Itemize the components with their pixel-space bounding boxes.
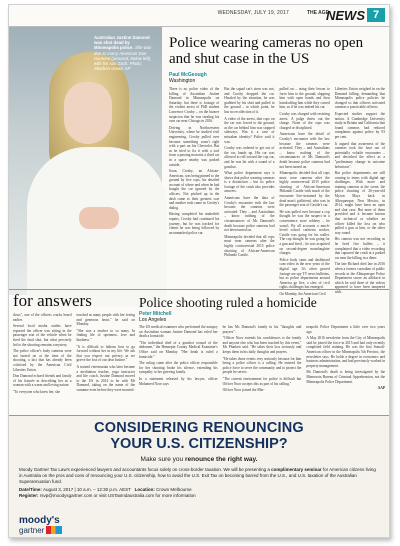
ad-tagline-prefix: Make sure you [140, 456, 184, 463]
paragraph: A video of the arrest, that cops on the car was forced to the ground, as the car behind him was stopped sideways. Was it a case of mistaken identity? Police said it was. [224, 116, 275, 144]
story1-dateline: Washington [169, 78, 196, 84]
photo-justine-damond [9, 27, 162, 295]
ad-tagline [9, 456, 389, 463]
story2-col3 [139, 325, 218, 411]
story2-dateline: Los Angeles [139, 317, 167, 323]
section-rule [9, 289, 389, 290]
masthead-paper: THE AGE [306, 10, 329, 16]
paragraph: Minneapolis decided that all cops must wear cameras after the highly controversial 2015 police shooting of African-American Philando Castile. [224, 234, 275, 258]
ad-title-line1: CONSIDERING RENOUNCING [94, 420, 304, 436]
paragraph: Americans have the detail of Crosby's encounter with the law because the cameras were activated. They – and Australians – know nothing of the circumstances of Ms Damond's death because police cameras had not been turned on. [279, 132, 330, 169]
story2-col4 [223, 325, 302, 411]
paragraph: Soon, Crosby, an African-American, was being pinned to the ground by five cops, his detailed account of where and when he had bought the car ignored by the officers. Not pitched up in the dash came to their greatest scar and another rush came in Crosby's dialog. [169, 169, 220, 210]
story1-col2 [224, 87, 274, 285]
paragraph: A May 2016 newsletter from the City of Minneapolis said he joined the force in 2015 and had only recently completed field training. He was the first Somali-American officer in the Minneapolis 5th Precinct, the newsletter says. He holds a degree in economics and business administration, and had previously worked in property management. [306, 336, 386, 368]
moodys-gartner-logo [19, 516, 62, 536]
ad-body-bold: complimentary seminar [271, 467, 322, 472]
caption-lead: Australian Justine Damond was shot dead by Minneapolis police. [94, 35, 150, 51]
photo-face [64, 82, 112, 144]
paragraph: "She was a teacher to so many. In finding life of openness, love and kindness." [76, 328, 135, 342]
story2-col5 [306, 325, 385, 411]
masthead-date: WEDNESDAY, JULY 19, 2017 [217, 10, 289, 16]
ad-register-value[interactable]: rsvp@moodysgartner.com or visit USTaxIndaustralia.com for more information [39, 493, 196, 498]
paragraph: dows", one of the officers cracks heard earlier. [13, 313, 72, 322]
page-number: 7 [367, 8, 385, 22]
paragraph: Expected studies support the notion. A Cambridge University study in Britain and California that found cameras had reduced complaints against police by 93 per cent. [334, 111, 385, 139]
story2-headline: Police shooting ruled a homicide [139, 295, 317, 310]
logo-wordmark: moody's [19, 515, 60, 526]
story1-col3 [279, 87, 330, 296]
paragraph: The US medical examiner who performed the autopsy on Australian woman Justine Damond has ruled her death a homicide. [139, 325, 218, 339]
ad-location-label: Location: [134, 487, 155, 492]
masthead [9, 5, 389, 27]
paragraph: The ruling came after the police officer responsible for her shooting broke his silence, extending his sympathy to her grieving family. [139, 361, 218, 375]
photo-caption [94, 35, 154, 71]
paragraph: What police department says it shows that police wearing cameras is a distinction – but its police footage of the crash also provides answers. [224, 171, 275, 194]
story2-author: Peter Mitchell [139, 311, 172, 317]
paragraph: "The individual died of a gunshot wound of the abdomen," the Hennepin County Medical Examiner's Office said on Monday. "Her death is ruled a homicide." [139, 340, 218, 359]
ad-date-value: August 3, 2017 | 10 a.m. – 12:30 p.m. AEST [42, 487, 131, 492]
paragraph: pulled on – using their lesson to force him to the ground, slapping him with open hands and then handcuffing him while they cursed him, as if he was indeed his car. [279, 87, 330, 110]
paragraph: Don Damond echoed friends and family of his fiancée in describing her as a woman with a warm and loving nature. [13, 374, 72, 388]
paragraph: Driving in Northwestern University, where he studied civil engineering, Crosby pulled over because something wasn't right with a part on his Chevrolet. But as he tried to fix it with a tool from a passing motorist a third car in a space nearby was parked outside. [169, 125, 220, 167]
paragraph: "Officer Noor extends his condolences to the family and anyone else who has been touched by this event," Mr Plunkett said. "He takes their loss seriously and keeps them in his daily thoughts and prayers. [222, 336, 302, 354]
advertisement [9, 415, 389, 537]
paragraph: "The current environment for police is difficult but Officer Noor accepts this as part of his calling." [222, 376, 302, 386]
paragraph: "It is difficult to fathom how to go forward without her in my life. We ask that you respect our privacy as we grieve the loss of our dear Justine." [76, 344, 135, 363]
paragraph: he has Ms Damond's family in his "thoughts and prayers". [222, 325, 302, 334]
paragraph: The late Richard died late in 2016 when a former custodian of public records in the Albuquerque Police Department swore an affidavit in which he said three of the videos appeared to have been tampered with. [334, 262, 385, 294]
paragraph: Officer Noor joined the Min- [222, 388, 265, 393]
story1-body [169, 87, 385, 296]
paragraph: There is no police video of the killing of Australian Justine Damond in Minneapolis on Saturday, but there is footage of the violent arrest of PhD student Lawrence Crosby – on the bizarre suspicion that he was stealing his own car near Chicago in 2016. [169, 87, 220, 124]
story1-author: Paul McGeough [169, 72, 207, 78]
story2-byline [139, 311, 172, 323]
story-left-col2 [77, 313, 136, 411]
paragraph: Americans have the data of Crosby's encounter with the law because the cameras were activated. They – and Australians – know nothing of the circumstances of Ms Damond's death because police cameras had not been turned on. [224, 196, 275, 233]
story-left-body [13, 313, 135, 411]
paragraph: On Monday, the American Civil [279, 291, 326, 296]
story-left-headline: for answers [13, 291, 92, 310]
paragraph: Police body cams and dashboard cam video in the new years of the digital age. It's often graced footage are spy TV news bulletins, but as police departments around America go live, a slew of civil rights challenges has emerged. [279, 257, 330, 290]
ad-body [19, 467, 379, 499]
paragraph: neapolis Police Department a little over two years ago. [306, 325, 386, 334]
ad-register-label: Register: [19, 493, 39, 498]
ad-location-value: Crown Melbourne [156, 487, 192, 492]
paragraph: But the squad car's siren was not, and Crosby dropped the car. Hassled by the situation, he was grabbed by his shirt and pulled to the ground – at which point, he has no recollection of it. [224, 87, 275, 114]
story-left-col1 [13, 313, 72, 411]
paragraph: A trained veterinarian who later became a meditation teacher, yoga instructor and life coach, Justine Damond moved to the US in 2014 to be with Mr Damond, taking on the name of the surname even before they were married. [76, 364, 135, 392]
paragraph: Several local media outlets have reported the officer was sitting in the passenger seat of the vehicle when he fired the fatal shot, but what precisely led to the shooting remains a mystery. [13, 324, 72, 347]
ad-date-label: Date/Time: [19, 487, 42, 492]
paragraph: Having completed his makeshift repairs, Crosby had continued his journey, but he was tracked for clients he was being followed by an unmarked police car. [169, 212, 220, 235]
ad-body-lead: Moody Gartner Tax Law's experienced lawyers and accountants focus solely on cross-border taxation. We will be presenting a [19, 467, 270, 472]
newspaper-page [8, 4, 390, 538]
paragraph: touched as many people with her loving and generous heart," he said on Monday. [76, 313, 135, 327]
masthead-section: NEWS [326, 8, 365, 23]
photo-hand [79, 207, 119, 229]
story1-col1 [169, 87, 219, 285]
paragraph: It argued that awareness of the cameras took the heat out of potentially volatile encounters – and described the effect as a "preliminary change in outcome behaviour". [334, 141, 385, 169]
paragraph: The police officer's body cameras were not turned on at the time of the shooting, a fact that has already been criticised by the American Civil Liberties Union. [13, 349, 72, 372]
ad-title-line2: YOUR U.S. CITIZENSHIP? [110, 436, 288, 452]
paragraph: "He takes those events very seriously because for him being a police officer is a calling. He entered the police force to serve the community and to protect the people he serves. [222, 356, 302, 375]
paragraph: Crosby was charged with resisting arrest. A judge threw out the charge. None of the cops was charged or disciplined. [279, 111, 330, 130]
paragraph: "To everyone who knew her, she [13, 389, 60, 394]
story1-headline: Police wearing cameras no open and shut case in the US [169, 35, 364, 67]
story2-credit: AAP [377, 386, 386, 391]
paragraph: Minneapolis decided that all cops must wear cameras after the highly controversial 2015 police shooting of African-American Philando Castile with much of the encounter live-streamed by the dead man's girlfriend, who was in the passenger seat of Castile's car. [279, 171, 330, 208]
logo-bars-icon [46, 526, 62, 534]
ad-body-rest: for American citizens living in Australia on the pros and cons of renouncing your U.S. citizenship, how to avoid the U.S. Exit Tax on becoming barred from the U.S., and U.S. taxation of the Australian Superannuation fund. [19, 467, 376, 484]
paragraph: His camera was not recording as he fired five bullets – it complained that a video recording that captured the crash at a parked car near the killing in a diner. [334, 237, 385, 260]
story1-byline [169, 72, 207, 84]
paragraph: He was pulled over because a cop thought he was the suspect in a convenience store robbery – he wasn't. By all accounts a much-loved school cafeteria worker, Castile was going for his wallet. The cop thought he was going for a gun and fired – he was acquitted on second-degree manslaughter charges. [279, 209, 330, 256]
paragraph: In a statement released by his lawyer, officer Mohamed Noor says [139, 376, 218, 386]
logo-subtext: gartner [19, 526, 45, 535]
paragraph: Liberties Union weighed in on the Damond killing, demanding that Minneapolis police policies be changed so that officers activated cameras a practicable officers. [334, 87, 385, 110]
story1-col4 [334, 87, 385, 294]
paragraph: But police departments are still coming to terms with digital age challenges. With more and training cameras at the scene, the police shooting of 26-year-old Myron Mays back in Albuquerque, New Mexico, in 2014, might have been an open and shut case. But none of them provided and it became known that technical or whether an officer killed the loss on who pulled a gun at him, or the other way round. [334, 171, 385, 235]
paragraph: Ms Damond's death is being investigated by the Minnesota Bureau of Criminal Apprehension, not the Minneapolis Police Department. [306, 370, 386, 384]
paragraph: Crosby was ordered to get out of the car, hands up. His car was allowed to roll toward the cop car, and he was hit with a sound of a gunshot. [224, 146, 275, 169]
story2-body [139, 325, 385, 411]
caption-credit: Photo: Stephen Govel, AP [94, 61, 143, 72]
caption-body: She was due to marry American Don Damond (pictured, below left), with his son Zach. [94, 45, 152, 67]
ad-register [19, 493, 379, 499]
ad-tagline-bold: renounce the right way. [184, 456, 258, 463]
